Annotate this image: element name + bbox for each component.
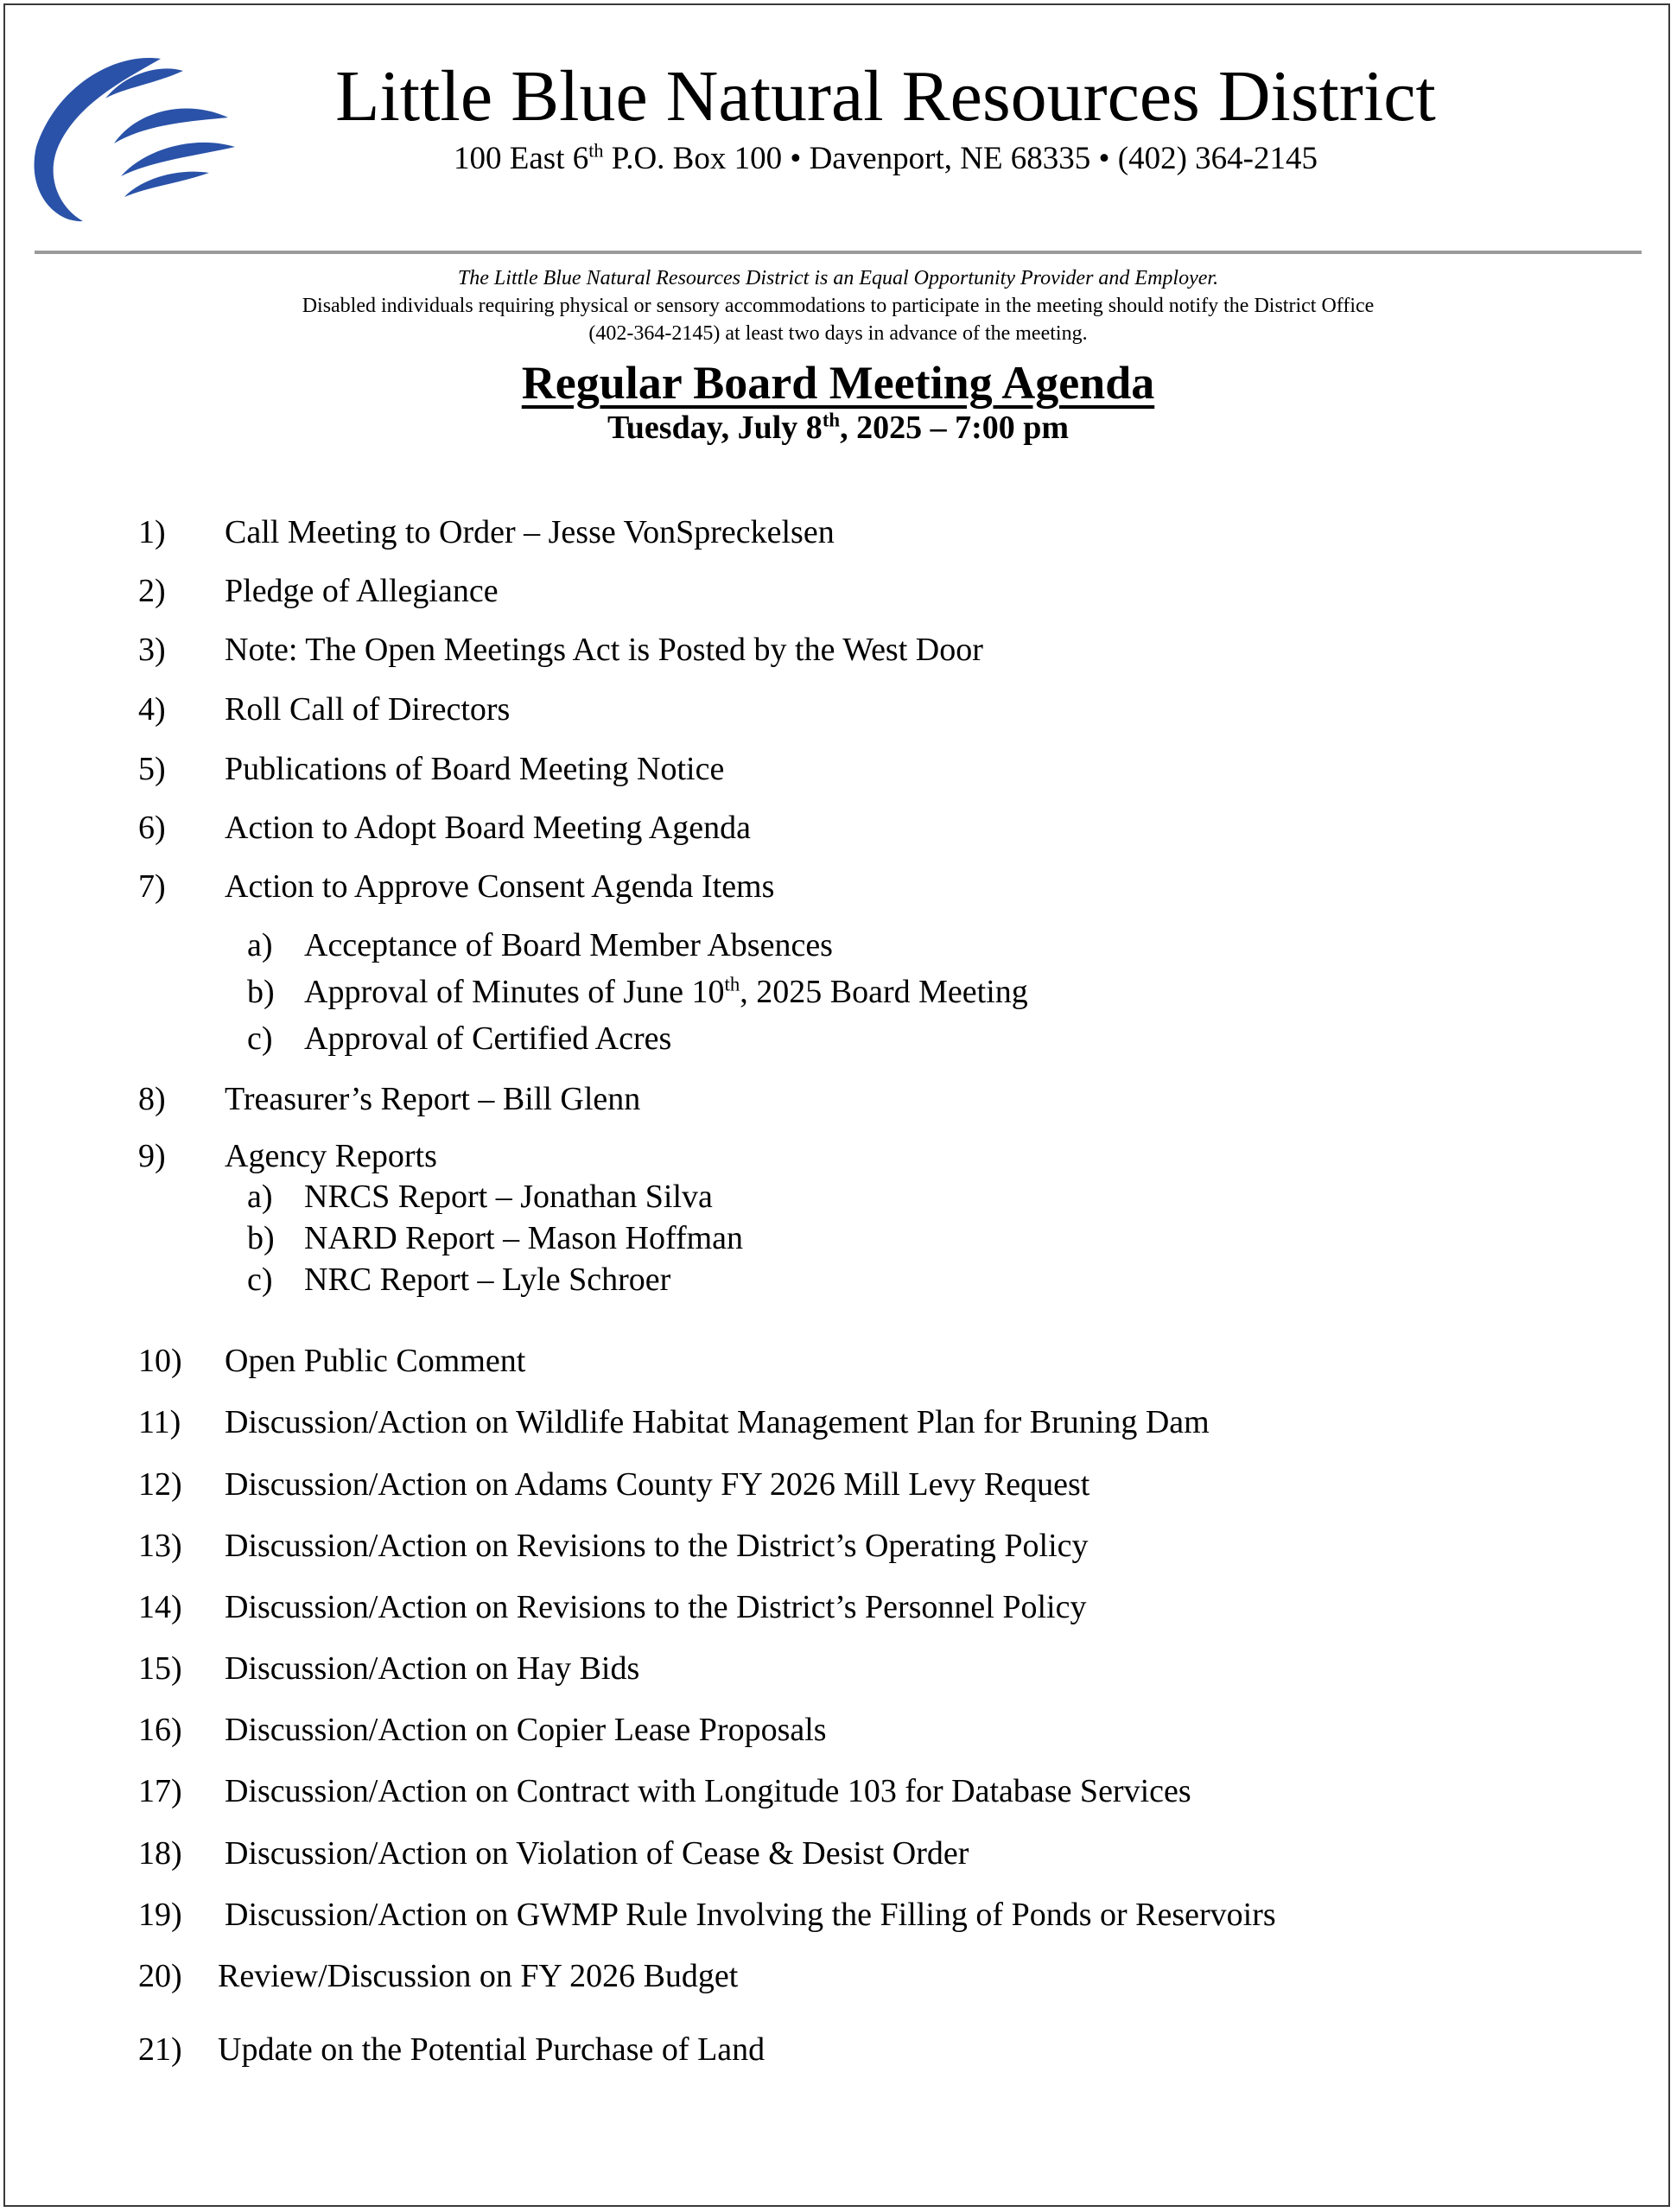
agenda-item: 9) Agency Reports xyxy=(138,1138,437,1174)
accessibility-notice xyxy=(130,264,1547,347)
agenda-item: 21) Update on the Potential Purchase of Land xyxy=(138,2031,765,2068)
agenda-subitem: c) Approval of Certified Acres xyxy=(247,1020,672,1057)
agenda-item: 11) Discussion/Action on Wildlife Habitat Management Plan for Bruning Dam xyxy=(138,1404,1210,1440)
agenda-subitem: b) NARD Report – Mason Hoffman xyxy=(247,1220,744,1256)
agenda-item: 3) Note: The Open Meetings Act is Posted by the West Door xyxy=(138,632,983,668)
accommodation-notice-contact: (402-364-2145) at least two days in advance of the meeting. xyxy=(588,322,1088,345)
agenda-subitem: b) Approval of Minutes of June 10th, 2025 Board Meeting xyxy=(247,973,1028,1010)
agenda-item: 14) Discussion/Action on Revisions to the District’s Personnel Policy xyxy=(138,1589,1087,1625)
agenda-item: 8) Treasurer’s Report – Bill Glenn xyxy=(138,1081,641,1117)
agenda-item: 13) Discussion/Action on Revisions to the District’s Operating Policy xyxy=(138,1528,1089,1564)
agenda-item: 18) Discussion/Action on Violation of Cease & Desist Order xyxy=(138,1835,969,1872)
agenda-subitem: a) NRCS Report – Jonathan Silva xyxy=(247,1179,713,1215)
meeting-date: Tuesday, July 8th, 2025 – 7:00 pm xyxy=(607,409,1070,446)
agenda-item: 16) Discussion/Action on Copier Lease Proposals xyxy=(138,1712,827,1748)
agenda-title: Regular Board Meeting Agenda xyxy=(521,357,1155,409)
agenda-item: 2) Pledge of Allegiance xyxy=(138,573,499,609)
agenda-subitem: a) Acceptance of Board Member Absences xyxy=(247,927,833,963)
agenda-item: 1) Call Meeting to Order – Jesse VonSpreckelsen xyxy=(138,514,835,550)
agenda-item: 12) Discussion/Action on Adams County FY 2026 Mill Levy Request xyxy=(138,1466,1090,1503)
organization-name: Little Blue Natural Resources District xyxy=(335,56,1436,137)
header-divider xyxy=(35,251,1642,254)
water-wave-logo-icon xyxy=(31,54,238,226)
agenda-item: 6) Action to Adopt Board Meeting Agenda xyxy=(138,810,751,846)
agenda-item: 17) Discussion/Action on Contract with Longitude 103 for Database Services xyxy=(138,1773,1191,1809)
agenda-item: 20) Review/Discussion on FY 2026 Budget xyxy=(138,1958,739,1994)
agenda-item: 19) Discussion/Action on GWMP Rule Involving the Filling of Ponds or Reservoirs xyxy=(138,1897,1276,1933)
organization-address: 100 East 6th P.O. Box 100 • Davenport, NE 68335 • (402) 364-2145 xyxy=(454,139,1318,176)
agenda-subitem: c) NRC Report – Lyle Schroer xyxy=(247,1262,671,1298)
agenda-item: 10) Open Public Comment xyxy=(138,1343,526,1379)
agenda-item: 4) Roll Call of Directors xyxy=(138,691,511,728)
equal-opportunity-statement: The Little Blue Natural Resources District is an Equal Opportunity Provider and Employer. xyxy=(457,267,1219,289)
agenda-item: 5) Publications of Board Meeting Notice xyxy=(138,751,725,787)
accommodation-notice-line: Disabled individuals requiring physical or sensory accommodations to participate in the meeting should notify the District Office xyxy=(302,295,1375,317)
agenda-item: 15) Discussion/Action on Hay Bids xyxy=(138,1650,640,1687)
agenda-item: 7) Action to Approve Consent Agenda Items xyxy=(138,868,775,905)
